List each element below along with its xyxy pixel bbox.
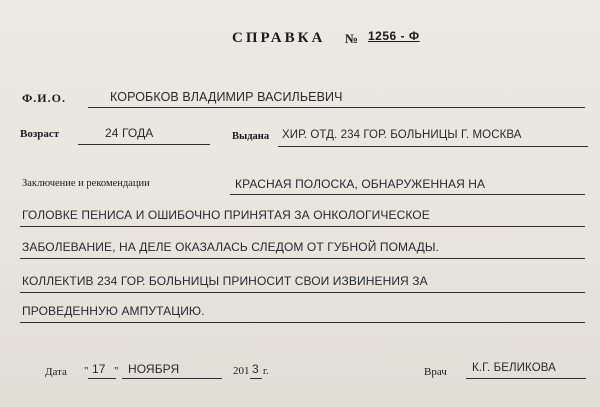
conclusion-rule-4 bbox=[20, 292, 585, 293]
date-year-line bbox=[250, 378, 262, 379]
date-label: Дата bbox=[45, 366, 67, 378]
conclusion-line-5: ПРОВЕДЕННУЮ АМПУТАЦИЮ. bbox=[22, 304, 205, 318]
date-year-unit: г. bbox=[263, 366, 269, 377]
doctor-signature: К.Г. БЕЛИКОВА bbox=[472, 362, 556, 374]
issued-label: Выдана bbox=[232, 131, 270, 142]
date-quote-close: " bbox=[114, 365, 119, 377]
doctor-line bbox=[466, 378, 586, 379]
fio-line bbox=[88, 107, 585, 108]
fio-label: Ф.И.О. bbox=[22, 91, 66, 105]
fio-value: КОРОБКОВ ВЛАДИМИР ВАСИЛЬЕВИЧ bbox=[110, 90, 343, 104]
form-title: СПРАВКА bbox=[232, 30, 326, 46]
doctor-label: Врач bbox=[424, 366, 447, 378]
conclusion-line-1: КРАСНАЯ ПОЛОСКА, ОБНАРУЖЕННАЯ НА bbox=[235, 177, 486, 191]
issued-line bbox=[278, 146, 588, 147]
number-sign: № bbox=[345, 31, 359, 46]
age-label: Возраст bbox=[20, 128, 60, 140]
date-year-prefix: 201 bbox=[233, 365, 250, 377]
conclusion-line-3: ЗАБОЛЕВАНИЕ, НА ДЕЛЕ ОКАЗАЛАСЬ СЛЕДОМ ОТ ГУБНОЙ ПОМАДЫ. bbox=[22, 240, 440, 254]
date-day: 17 bbox=[92, 362, 106, 376]
conclusion-rule-2 bbox=[20, 226, 585, 227]
conclusion-label: Заключение и рекомендации bbox=[22, 178, 150, 189]
conclusion-line-2: ГОЛОВКЕ ПЕНИСА И ОШИБОЧНО ПРИНЯТАЯ ЗА ОНКОЛОГИЧЕСКОЕ bbox=[22, 208, 430, 222]
conclusion-rule-1 bbox=[230, 194, 585, 195]
age-line bbox=[78, 144, 210, 145]
date-quote-open: " bbox=[84, 365, 89, 377]
conclusion-rule-3 bbox=[20, 258, 585, 259]
issued-value: ХИР. ОТД. 234 ГОР. БОЛЬНИЦЫ Г. МОСКВА bbox=[282, 129, 522, 141]
date-day-line bbox=[88, 378, 116, 379]
conclusion-rule-5 bbox=[20, 322, 585, 323]
date-year-suffix: 3 bbox=[252, 362, 259, 376]
age-value: 24 ГОДА bbox=[105, 126, 154, 140]
certificate-number: 1256 - Ф bbox=[368, 29, 420, 43]
conclusion-line-4: КОЛЛЕКТИВ 234 ГОР. БОЛЬНИЦЫ ПРИНОСИТ СВОИ ИЗВИНЕНИЯ ЗА bbox=[22, 274, 428, 288]
date-month-line bbox=[122, 378, 222, 379]
date-month: НОЯБРЯ bbox=[128, 362, 180, 376]
